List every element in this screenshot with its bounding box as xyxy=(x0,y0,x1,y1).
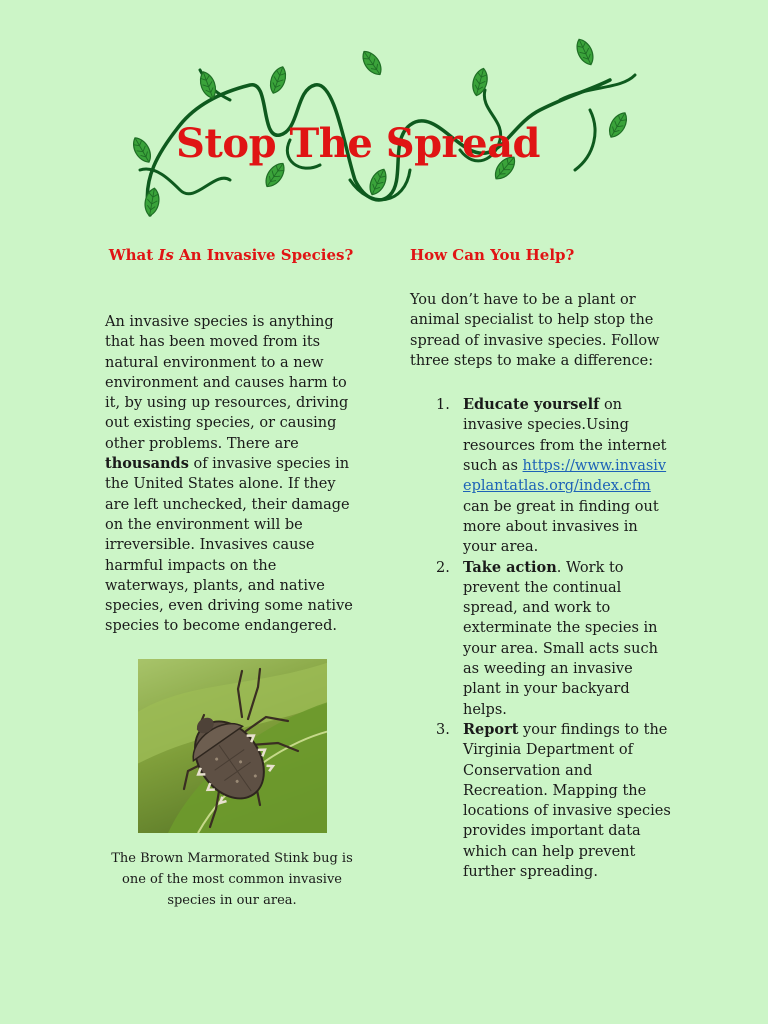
left-column xyxy=(105,244,360,637)
stink-bug-photo xyxy=(138,659,327,833)
step-number: 1. xyxy=(436,397,450,414)
emphasis-thousands: thousands xyxy=(105,455,189,473)
steps-list xyxy=(410,395,672,882)
right-heading: How Can You Help? xyxy=(410,246,575,264)
step-number: 3. xyxy=(436,721,450,738)
step-title: Educate yourself xyxy=(463,396,600,414)
list-item: 2. Take action. Work to prevent the continual spread, and work to exterminate the species in your area. Small acts such as weeding an invasive plant in your backyard helps. xyxy=(436,558,658,718)
step-number: 2. xyxy=(436,559,450,576)
list-item: 3. Report your findings to the Virginia Department of Conservation and Recreation. Mapping the locations of invasive species provides important data which can help prevent further spreading. xyxy=(436,720,671,881)
right-column xyxy=(410,244,672,882)
invasive-definition-paragraph: An invasive species is anything that has been moved from its natural environment to a new environment and causes harm to it, by using up resources, driving out existing species, or causing other problems. There are thousands of invasive species in the United States alone. If they are left unchecked, their damage on the environment will be irreversible. Invasives cause harmful impacts on the waterways, plants, and native species, even driving some native species to become endangered. xyxy=(105,314,353,635)
invasive-plant-atlas-link[interactable]: https://www.invasiveplantatlas.org/index.cfm xyxy=(463,458,667,495)
step-title: Take action xyxy=(463,558,557,576)
list-item: 1. Educate yourself on invasive species.Using resources from the internet such as https://www.invasiveplantatlas.org/index.cfm can be great in finding out more about invasives in your area. xyxy=(436,396,667,556)
page-title: Stop The Spread xyxy=(176,120,540,167)
step-title: Report xyxy=(463,720,519,738)
photo-caption: The Brown Marmorated Stink bug is one of the most common invasive species in our area. xyxy=(111,851,353,908)
help-intro-paragraph: You don’t have to be a plant or animal specialist to help stop the spread of invasive species. Follow three steps to make a difference: xyxy=(410,292,660,369)
stink-bug-image xyxy=(138,659,327,833)
vine-banner xyxy=(120,30,640,230)
left-heading: What Is An Invasive Species? xyxy=(108,246,354,264)
